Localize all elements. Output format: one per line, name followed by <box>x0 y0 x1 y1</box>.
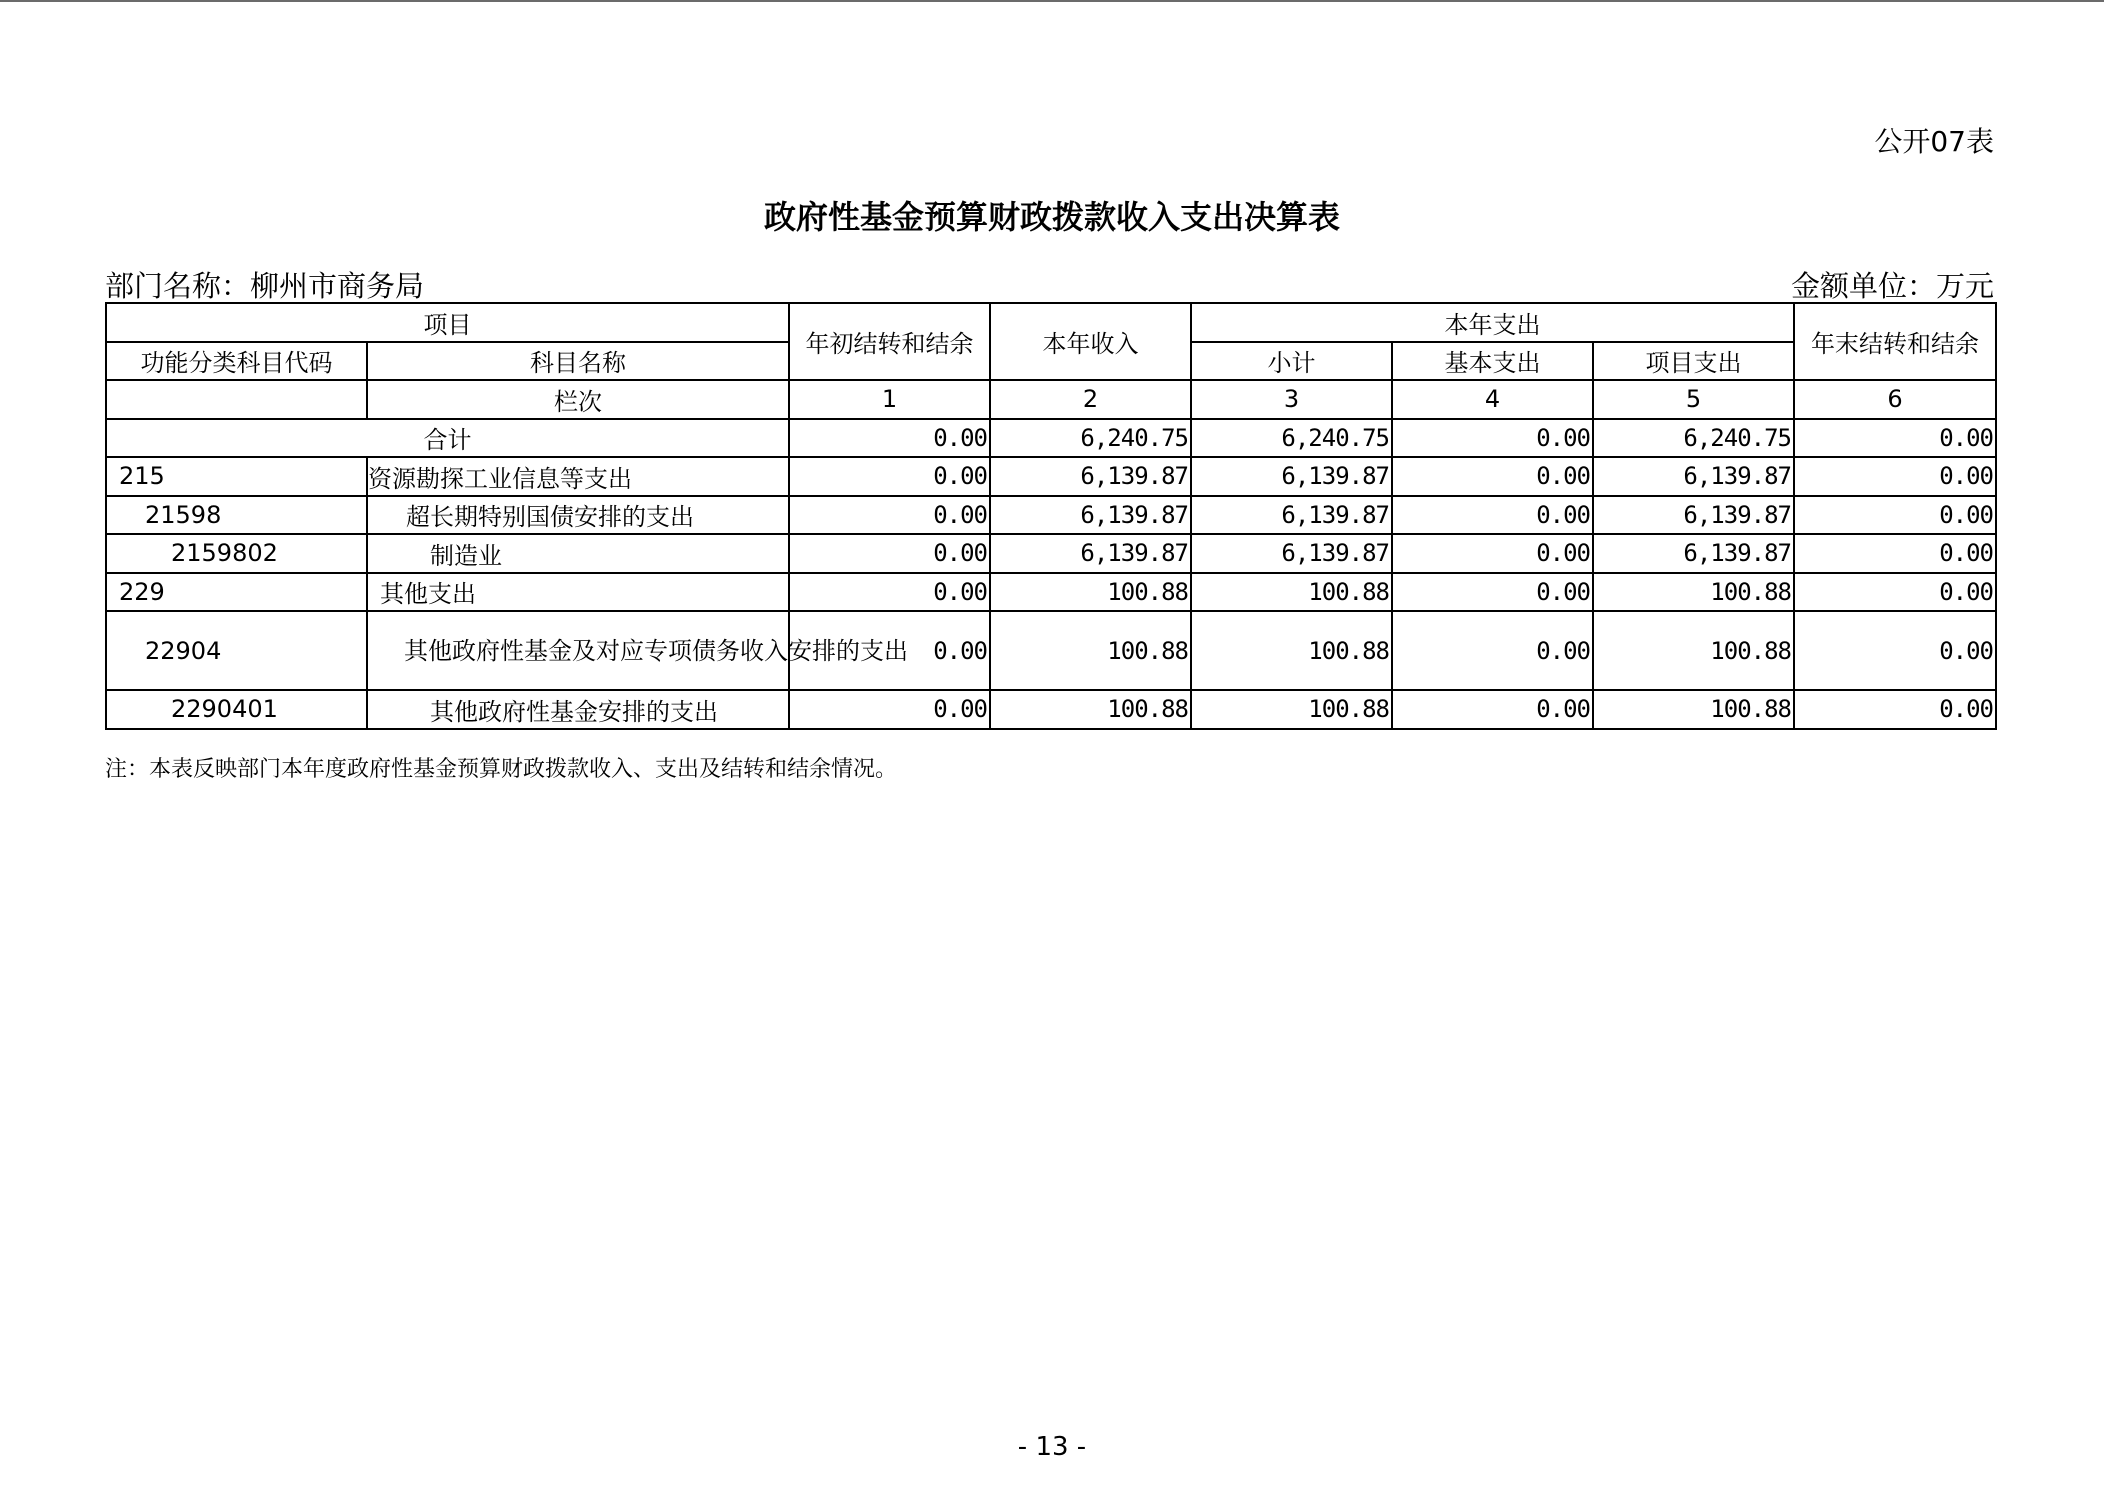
row-name: 其他政府性基金安排的支出 <box>367 690 789 729</box>
row-value: 100.88 <box>1593 611 1794 690</box>
column-number-label: 栏次 <box>367 380 789 419</box>
header-expense: 本年支出 <box>1191 303 1794 342</box>
row-value: 6,139.87 <box>1593 496 1794 535</box>
row-value: 100.88 <box>1593 690 1794 729</box>
total-value: 6,240.75 <box>1593 419 1794 458</box>
row-value: 100.88 <box>1593 573 1794 612</box>
budget-table <box>105 302 1997 730</box>
row-name: 其他政府性基金及对应专项债务收入安排的支出 <box>367 611 789 690</box>
row-value: 0.00 <box>1392 534 1593 573</box>
row-value: 6,139.87 <box>1191 457 1392 496</box>
row-value: 0.00 <box>789 573 990 612</box>
row-name: 制造业 <box>367 534 789 573</box>
row-value: 0.00 <box>1392 457 1593 496</box>
column-number: 6 <box>1794 380 1996 419</box>
header-project-expense: 项目支出 <box>1593 342 1794 381</box>
column-number-row <box>106 380 1996 419</box>
row-value: 100.88 <box>990 573 1191 612</box>
row-value: 6,139.87 <box>990 534 1191 573</box>
row-value: 0.00 <box>1392 496 1593 535</box>
column-number: 1 <box>789 380 990 419</box>
row-value: 0.00 <box>1794 534 1996 573</box>
table-row <box>106 611 1996 690</box>
row-value: 6,139.87 <box>1593 457 1794 496</box>
row-code: 2159802 <box>106 534 367 573</box>
header-item: 项目 <box>106 303 789 342</box>
column-number: 4 <box>1392 380 1593 419</box>
row-code: 22904 <box>106 611 367 690</box>
row-value: 0.00 <box>1794 611 1996 690</box>
table-row <box>106 457 1996 496</box>
table-row <box>106 534 1996 573</box>
total-row <box>106 419 1996 458</box>
page-top-border <box>0 0 2104 2</box>
total-label: 合计 <box>106 419 789 458</box>
header-row-1 <box>106 303 1996 342</box>
row-value: 6,139.87 <box>1191 534 1392 573</box>
header-subtotal: 小计 <box>1191 342 1392 381</box>
header-basic-expense: 基本支出 <box>1392 342 1593 381</box>
total-value: 6,240.75 <box>1191 419 1392 458</box>
header-name: 科目名称 <box>367 342 789 381</box>
row-value: 0.00 <box>1794 690 1996 729</box>
row-name: 超长期特别国债安排的支出 <box>367 496 789 535</box>
header-income: 本年收入 <box>990 303 1191 380</box>
row-value: 0.00 <box>789 457 990 496</box>
row-value: 0.00 <box>789 690 990 729</box>
header-closing-balance: 年末结转和结余 <box>1794 303 1996 380</box>
row-code: 229 <box>106 573 367 612</box>
table-row <box>106 496 1996 535</box>
row-value: 6,139.87 <box>1593 534 1794 573</box>
table-note: 注：本表反映部门本年度政府性基金预算财政拨款收入、支出及结转和结余情况。 <box>105 757 898 782</box>
document-title: 政府性基金预算财政拨款收入支出决算表 <box>763 198 1340 236</box>
row-value: 0.00 <box>1794 457 1996 496</box>
header-code: 功能分类科目代码 <box>106 342 367 381</box>
total-value: 0.00 <box>1392 419 1593 458</box>
row-code: 21598 <box>106 496 367 535</box>
row-value: 6,139.87 <box>1191 496 1392 535</box>
row-value: 0.00 <box>1392 611 1593 690</box>
row-value: 6,139.87 <box>990 457 1191 496</box>
row-name: 其他支出 <box>367 573 789 612</box>
total-value: 0.00 <box>789 419 990 458</box>
row-value: 100.88 <box>1191 611 1392 690</box>
row-value: 0.00 <box>1392 690 1593 729</box>
row-value: 0.00 <box>1392 573 1593 612</box>
row-code: 215 <box>106 457 367 496</box>
amount-unit: 金额单位：万元 <box>1790 269 1994 303</box>
page-number: - 13 - <box>1017 1432 1087 1462</box>
column-number: 2 <box>990 380 1191 419</box>
header-opening-balance: 年初结转和结余 <box>789 303 990 380</box>
table-code: 公开07表 <box>1874 125 1994 158</box>
row-code: 2290401 <box>106 690 367 729</box>
row-name: 资源勘探工业信息等支出 <box>367 457 789 496</box>
row-value: 100.88 <box>1191 573 1392 612</box>
row-value: 0.00 <box>1794 496 1996 535</box>
table-row <box>106 690 1996 729</box>
row-value: 6,139.87 <box>990 496 1191 535</box>
row-value: 0.00 <box>1794 573 1996 612</box>
total-value: 0.00 <box>1794 419 1996 458</box>
column-number: 5 <box>1593 380 1794 419</box>
row-value: 100.88 <box>990 690 1191 729</box>
row-value: 0.00 <box>789 534 990 573</box>
table-row <box>106 573 1996 612</box>
row-value: 0.00 <box>789 611 990 690</box>
row-value: 0.00 <box>789 496 990 535</box>
column-number-blank <box>106 380 367 419</box>
total-value: 6,240.75 <box>990 419 1191 458</box>
row-value: 100.88 <box>990 611 1191 690</box>
department-name: 部门名称：柳州市商务局 <box>105 269 425 303</box>
row-value: 100.88 <box>1191 690 1392 729</box>
column-number: 3 <box>1191 380 1392 419</box>
